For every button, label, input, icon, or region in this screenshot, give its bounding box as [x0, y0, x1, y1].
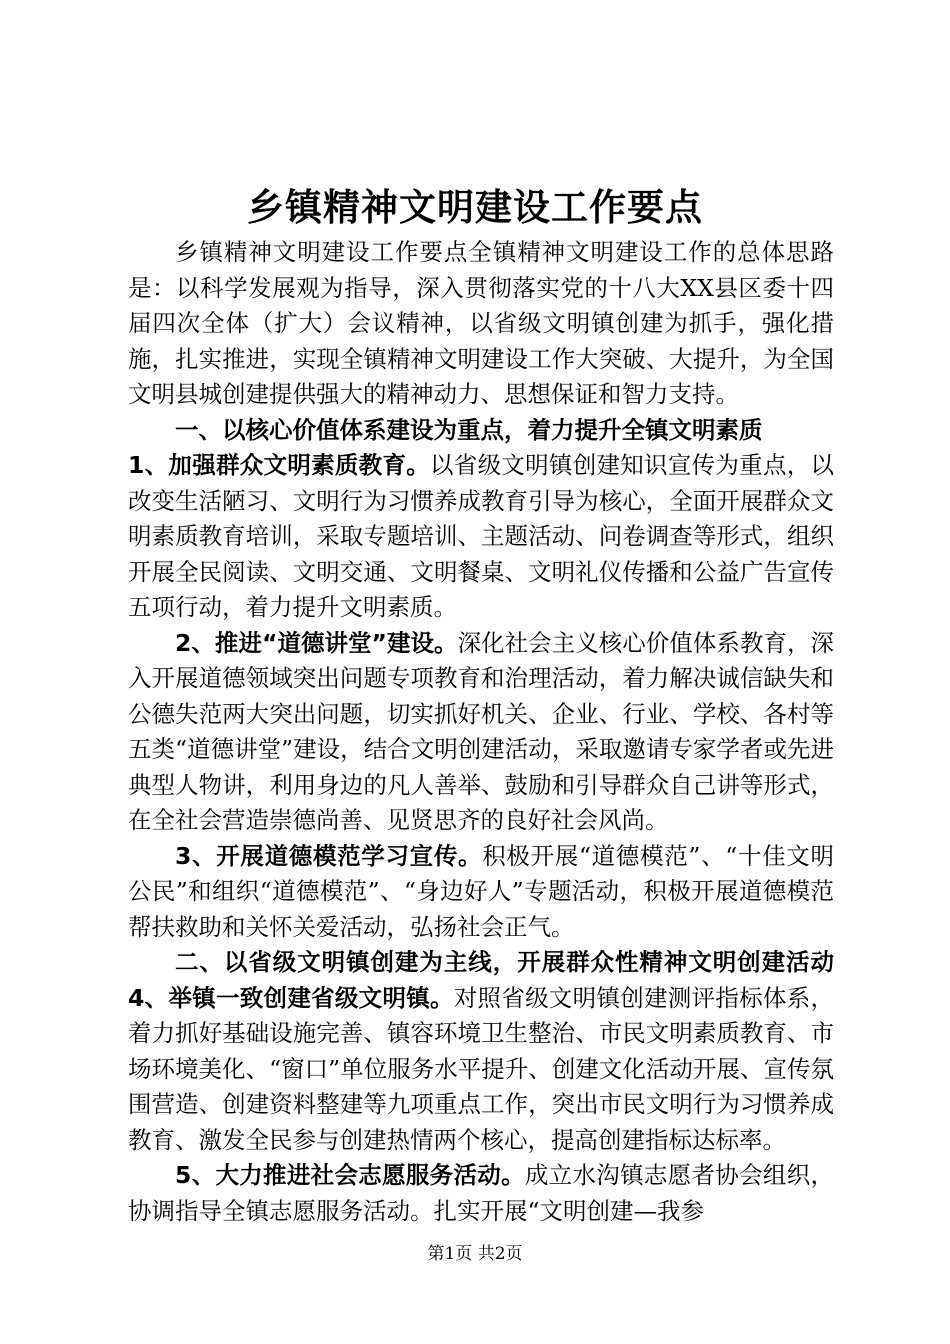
page-footer: 第1页 共2页	[427, 1244, 523, 1264]
paragraph-section-1	[128, 413, 834, 626]
paragraph-text: 乡镇精神文明建设工作要点全镇精神文明建设工作的总体思路是：以科学发展观为指导，深入贯彻落实党的十八大XX县区委十四届四次全体（扩大）会议精神，以省级文明镇创建为抓手，强化措施，扎实推进，实现全镇精神文明建设工作大突破、大提升，为全国文明县城创建提供强大的精神动力、思想保证和智力支持。	[128, 238, 834, 408]
section-heading: 一、以核心价值体系建设为重点，着力提升全镇文明素质	[175, 415, 763, 444]
item-lead: 二、以省级文明镇创建为主线，开展群众性精神文明创建活动4、举镇一致创建省级文明镇。	[128, 948, 834, 1012]
paragraph-text: 积极开展“道德模范”、“十佳文明公民”和组织“道德模范”、“身边好人”专题活动，积极开展道德模范帮扶救助和关怀关爱活动，弘扬社会正气。	[128, 841, 834, 941]
paragraph-intro	[128, 235, 834, 413]
paragraph-item-2	[128, 626, 834, 839]
item-lead: 1、加强群众文明素质教育。	[128, 451, 431, 479]
paragraph-text: 深化社会主义核心价值体系教育，深入开展道德领域突出问题专项教育和治理活动，着力解决诚信缺失和公德失范两大突出问题，切实抓好机关、企业、行业、学校、各村等五类“道德讲堂”建设，结合文明创建活动，采取邀请专家学者或先进典型人物讲，利用身边的凡人善举、鼓励和引导群众自己讲等形式，在全社会营造崇德尚善、见贤思齐的良好社会风尚。	[128, 628, 834, 834]
page-title: 乡镇精神文明建设工作要点	[247, 186, 703, 229]
paragraph-item-5	[128, 1158, 834, 1229]
paragraph-item-3	[128, 839, 834, 946]
paragraph-text: 成立水沟镇志愿者协会组织，协调指导全镇志愿服务活动。扎实开展“文明创建—我参	[128, 1161, 834, 1225]
item-lead: 2、推进“道德讲堂”建设。	[175, 628, 458, 657]
paragraph-text: 以省级文明镇创建知识宣传为重点，以改变生活陋习、文明行为习惯养成教育引导为核心，全面开展群众文明素质教育培训，采取专题培训、主题活动、问卷调查等形式，组织开展全民阅读、文明交通、文明餐桌、文明礼仪传播和公益广告宣传五项行动，着力提升文明素质。	[128, 451, 835, 621]
paragraph-text: 对照省级文明镇创建测评指标体系，着力抓好基础设施完善、镇容环境卫生整治、市民文明素质教育、市场环境美化、“窗口”单位服务水平提升、创建文化活动开展、宣传氛围营造、创建资料整建等九项重点工作，突出市民文明行为习惯养成教育、激发全民参与创建热情两个核心，提高创建指标达标率。	[128, 983, 834, 1154]
paragraph-section-2	[128, 945, 834, 1158]
document-body	[128, 235, 834, 1229]
item-lead: 5、大力推进社会志愿服务活动。	[175, 1161, 525, 1189]
item-lead: 3、开展道德模范学习宣传。	[175, 841, 483, 870]
